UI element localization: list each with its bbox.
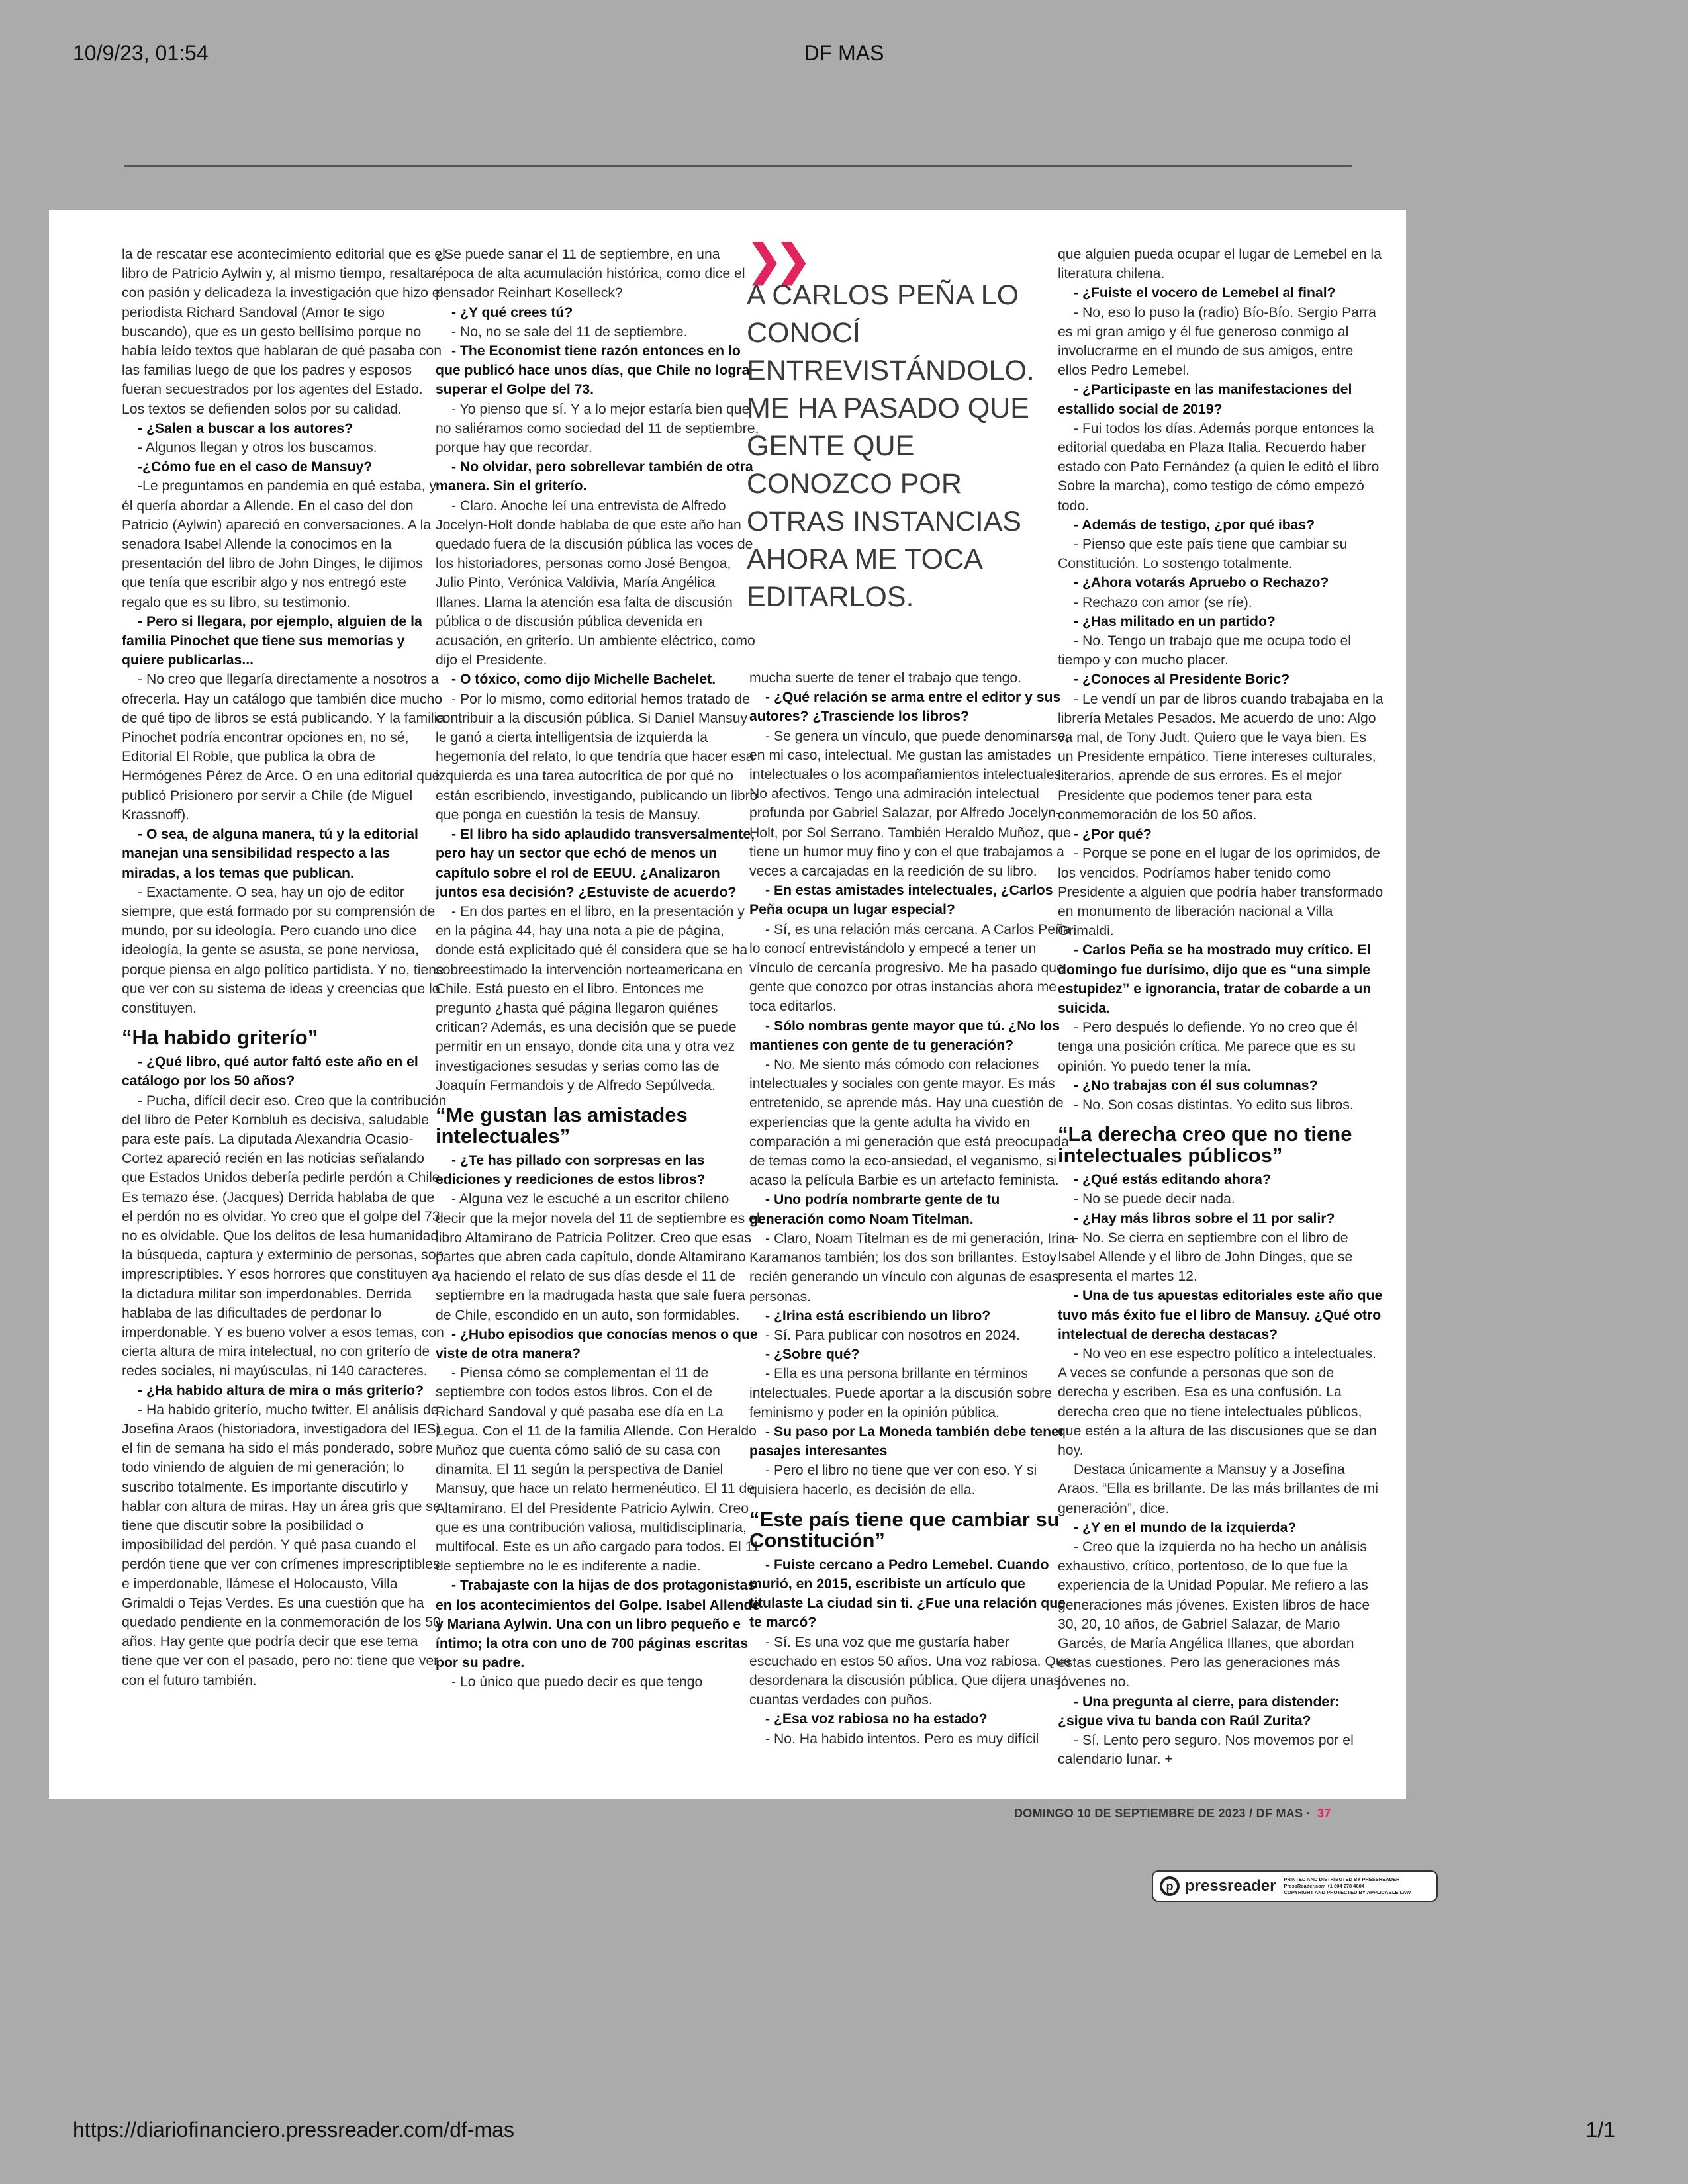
page-count: 1/1 (1585, 2118, 1615, 2142)
interview-question: - ¿Hubo episodios que conocías menos o que viste de otra manera? (436, 1326, 758, 1361)
interview-question: - Una de tus apuestas editoriales este año que tuvo más éxito fue el libro de Mansuy. ¿Qué otro intelectual de derecha destacas? (1058, 1288, 1383, 1342)
page-url[interactable]: https://diariofinanciero.pressreader.com/df-mas (73, 2118, 514, 2142)
paragraph: - No. Son cosas distintas. Yo edito sus libros. (1074, 1097, 1354, 1113)
paragraph: ¿Se puede sanar el 11 de septiembre, en una época de alta acumulación histórica, como dice el pensador Reinhart Koselleck? (436, 247, 745, 301)
interview-question: - Sólo nombras gente mayor que tú. ¿No los mantienes con gente de tu generación? (749, 1018, 1060, 1053)
interview-question: - ¿Y qué crees tú? (451, 304, 573, 320)
paragraph: - Por lo mismo, como editorial hemos tratado de contribuir a la discusión pública. Si Daniel Mansuy le ganó a cierta intelligentsia de izquierda la hegemonía del relato, lo que tendría que hacer esa izquierda es una tarea autocrítica de por qué no están escribiendo, investigando, publicando un libro que ponga en cuestión la tesis de Mansuy. (436, 691, 758, 823)
paragraph: que alguien pueda ocupar el lugar de Lemebel en la literatura chilena. (1058, 247, 1382, 282)
pressreader-logo-text: pressreader (1185, 1877, 1276, 1895)
paragraph: - Se genera un vínculo, que puede denominarse, en mi caso, intelectual. Me gustan las amistades intelectuales o los acompañamientos intelectuales. No afectivos. Tengo una admiración intelectual profunda por Gabriel Salazar, por Alfredo Jocelyn-Holt, por Sol Serrano. También Heraldo Muñoz, que tiene un humor muy fino y con el que trabajamos a veces a carcajadas en la reedición de su libro. (749, 728, 1072, 880)
paragraph: - No veo en ese espectro político a intelectuales. A veces se confunde a personas que son de derecha y escriben. Esa es una confusión. La derecha creo que no tiene intelectuales públicos, que estén a la altura de las discusiones que se dan hoy. (1058, 1345, 1377, 1458)
interview-question: - Su paso por La Moneda también debe tener pasajes interesantes (749, 1424, 1065, 1459)
paragraph: - Yo pienso que sí. Y a lo mejor estaría bien que no saliéramos como sociedad del 11 de septiembre, porque hay que recordar. (436, 401, 759, 456)
paragraph: Destaca únicamente a Mansuy y a Josefina Araos. “Ella es brillante. De las más brillantes de mi generación”, dice. (1058, 1462, 1378, 1516)
page-folio (1014, 1807, 1331, 1821)
paragraph: - No. Se cierra en septiembre con el libro de Isabel Allende y el libro de John Dinges, que se presenta el martes 12. (1058, 1230, 1353, 1285)
interview-question: - Trabajaste con la hijas de dos protagonistas en los acontecimientos del Golpe. Isabel Allende y Mariana Aylwin. Una con un libro pequeño e íntimo; la otra con uno de 700 páginas escritas por su padre. (436, 1578, 761, 1671)
paragraph: - Alguna vez le escuché a un escritor chileno decir que la mejor novela del 11 de septiembre es el libro Altamirano de Patricia Politzer. Creo que esas partes que abren cada capítulo, donde Altamirano va haciendo el relato de sus días desde el 11 de septiembre en la madrugada hasta que sale fuera de Chile, escondido en un auto, son formidables. (436, 1191, 760, 1323)
interview-question: - No olvidar, pero sobrellevar también de otra manera. Sin el griterío. (436, 459, 753, 494)
pressreader-badge[interactable] (1152, 1870, 1438, 1902)
paragraph: - Porque se pone en el lugar de los oprimidos, de los vencidos. Podríamos haber tenido como Presidente a alguien que podría haber transformado en monumento de liberación nacional a Villa Grimaldi. (1058, 846, 1383, 939)
browser-date: 10/9/23, 01:54 (73, 41, 209, 65)
interview-question: - ¿Esa voz rabiosa no ha estado? (765, 1711, 988, 1727)
section-heading: “La derecha creo que no tiene intelectuales públicos” (1058, 1122, 1352, 1167)
paragraph: - Sí. Para publicar con nosotros en 2024. (765, 1327, 1021, 1343)
paragraph: - Sí. Es una voz que me gustaría haber escuchado en estos 50 años. Una voz rabiosa. Que desordenara la discusión pública. Que dijera unas cuantas verdades con puños. (749, 1634, 1072, 1708)
interview-question: - ¿Irina está escribiendo un libro? (765, 1308, 991, 1324)
paragraph: - No. Me siento más cómodo con relaciones intelectuales y sociales con gente mayor. Es más entretenido, se aprende más. Hay una cuestión de experiencias que la gente adulta ha vivido en comparación a mi generación que está preocupada de temas como la eco-ansiedad, el veganismo, si acaso la película Barbie es un artefacto feminista. (749, 1057, 1069, 1189)
interview-question: - ¿Conoces al Presidente Boric? (1074, 672, 1290, 688)
interview-question: - O sea, de alguna manera, tú y la editorial manejan una sensibilidad respecto a las miradas, a los temas que publican. (122, 827, 418, 881)
pressreader-line-2: PressReader.com +1 604 278 4604 (1284, 1883, 1364, 1889)
paragraph: -Le preguntamos en pandemia en qué estaba, y él quería abordar a Allende. En el caso del don Patricio (Aylwin) apareció en conversaciones. A la senadora Isabel Allende la conocimos en la presentación del libro de John Dinges, le dijimos que tenía que escribir algo y nos entregó este regalo que es su libro, su testimonio. (122, 478, 437, 610)
paragraph: - No, eso lo puso la (radio) Bío-Bío. Sergio Parra es mi gran amigo y él fue generoso conmigo al involucrarme en el mundo de sus amigos, entre ellos Pedro Lemebel. (1058, 304, 1376, 379)
paragraph: la de rescatar ese acontecimiento editorial que es el libro de Patricio Aylwin y, al mismo tiempo, resaltar con pasión y delicadeza la investigación que hizo el periodista Richard Sandoval (Amor te sigo buscando), que es un gesto bellísimo porque no había leído textos que hablaran de qué pasaba con las familias luego de que los padres y esposos fueran secuestrados por los agentes del Estado. Los textos se defienden solos por su calidad. (122, 247, 445, 417)
paragraph: - Claro, Noam Titelman es de mi generación, Irina Karamanos también; los dos son brillantes. Estoy recién generando un vínculo con algunas de esas personas. (749, 1230, 1075, 1304)
interview-question: - Además de testigo, ¿por qué ibas? (1074, 517, 1315, 533)
interview-question: - O tóxico, como dijo Michelle Bachelet. (451, 672, 716, 688)
pressreader-logo-icon: p (1160, 1876, 1180, 1896)
paragraph: - Pero después lo defiende. Yo no creo que él tenga una posición crítica. Me parece que es su opinión. Yo puedo tener la mía. (1058, 1020, 1358, 1074)
interview-question: - ¿Ha habido altura de mira o más griterío? (138, 1383, 424, 1398)
column-2 (436, 245, 761, 1692)
pressreader-line-1: PRINTED AND DISTRIBUTED BY PRESSREADER (1284, 1876, 1400, 1882)
interview-question: - ¿Qué estás editando ahora? (1074, 1172, 1271, 1188)
interview-question: - Carlos Peña se ha mostrado muy crítico. El domingo fue durísimo, dijo que es “una simple estupidez” e ignorancia, tratar de cobarde a un suicida. (1058, 942, 1372, 1016)
interview-question: - ¿Te has pillado con sorpresas en las ediciones y reediciones de estos libros? (436, 1152, 706, 1188)
paragraph: - No, no se sale del 11 de septiembre. (451, 324, 688, 340)
paragraph: - Piensa cómo se complementan el 11 de septiembre con todos estos libros. Con el de Richard Sandoval y qué pasaba ese día en La Legua. Con el 11 de la familia Allende. Con Heraldo Muñoz que cuenta cómo salió de su casa con dinamita. El 11 según la perspectiva de Daniel Mansuy, que hace un relato hermenéutico. El 11 de Altamirano. El del Presidente Patricio Aylwin. Creo que es una contribución valiosa, multidisciplinaria, multifocal. Este es un año cargado para todos. El 11 de septiembre no le es indiferente a nadie. (436, 1365, 760, 1574)
paragraph: - No. Ha habido intentos. Pero es muy difícil (765, 1731, 1039, 1747)
paragraph: - No se puede decir nada. (1074, 1191, 1235, 1207)
paragraph: - Sí. Lento pero seguro. Nos movemos por el calendario lunar. + (1058, 1733, 1354, 1768)
paragraph: - No creo que llegaría directamente a nosotros a ofrecerla. Hay un catálogo que también dice mucho de qué tipo de libros se está publicando. Y la familia Pinochet podría encontrar opciones en, no sé, Editorial El Roble, que publica la obra de Hermógenes Pérez de Arce. O en una editorial que publicó Prisionero por servir a Chile (de Miguel Krassnoff). (122, 672, 445, 823)
column-4 (1058, 245, 1383, 1769)
interview-question: - ¿Qué libro, qué autor faltó este año en el catálogo por los 50 años? (122, 1054, 418, 1089)
interview-question: - ¿Y en el mundo de la izquierda? (1074, 1520, 1297, 1535)
paragraph: - Fui todos los días. Además porque entonces la editorial quedaba en Plaza Italia. Recuerdo haber estado con Pato Fernández (a quien le editó el libro Sobre la marcha), como testigo de cómo empezó todo. (1058, 420, 1380, 514)
interview-question: - Una pregunta al cierre, para distender: ¿sigue viva tu banda con Raúl Zurita? (1058, 1694, 1340, 1729)
pressreader-copyright (1284, 1876, 1411, 1896)
paragraph: - Lo único que puedo decir es que tengo (451, 1674, 703, 1690)
header-rule (124, 165, 1352, 167)
interview-question: - ¿Has militado en un partido? (1074, 614, 1276, 629)
interview-question: - ¿Hay más libros sobre el 11 por salir? (1074, 1210, 1335, 1226)
interview-question: - El libro ha sido aplaudido transversalmente, pero hay un sector que echó de menos un capítulo sobre el rol de EEUU. ¿Analizaron juntos esa decisión? ¿Estuviste de acuerdo? (436, 827, 755, 900)
interview-question: - ¿Qué relación se arma entre el editor y sus autores? ¿Trasciende los libros? (749, 690, 1061, 725)
paragraph: - Creo que la izquierda no ha hecho un análisis exhaustivo, crítico, portentoso, de lo que fue la experiencia de la Unidad Popular. Me refiero a las generaciones más jóvenes. Existen libros de hace 30, 20, 10 años, de Gabriel Salazar, de Mario Garcés, de María Angélica Illanes, que abordan estas cuestiones. Pero las generaciones más jóvenes no. (1058, 1539, 1370, 1690)
section-heading: “Ha habido griterío” (122, 1026, 318, 1050)
interview-question: - ¿Por qué? (1074, 827, 1152, 842)
interview-question: - ¿No trabajas con él sus columnas? (1074, 1077, 1318, 1093)
pressreader-line-3: COPYRIGHT AND PROTECTED BY APPLICABLE LAW (1284, 1889, 1411, 1895)
newspaper-page (49, 210, 1406, 1799)
interview-question: - The Economist tiene razón entonces en lo que publicó hace unos días, que Chile no logra superar el Golpe del 73. (436, 343, 750, 398)
paragraph: - Claro. Anoche leí una entrevista de Alfredo Jocelyn-Holt donde hablaba de que este año han quedado fuera de la discusión pública las voces de los historiadores, personas como José Bengoa, Julio Pinto, Verónica Valdivia, María Angélica Illanes. Llama la atención esa falta de discusión pública o de discusión pública devenida en acusación, en griterío. Un ambiente eléctrico, como dijo el Presidente. (436, 498, 755, 668)
interview-question: - Fuiste cercano a Pedro Lemebel. Cuando murió, en 2015, escribiste un artículo que titulaste La ciudad sin ti. ¿Fue una relación que te marcó? (749, 1557, 1066, 1631)
section-heading: “Me gustan las amistades intelectuales” (436, 1103, 688, 1148)
paragraph: - En dos partes en el libro, en la presentación y en la página 44, hay una nota a pie de página, donde está explicitado qué él considera que se ha sobreestimado la intervención norteamericana en Chile. Está puesto en el libro. Entonces me pregunto ¿hasta qué página llegaron quiénes critican? Además, es una decisión que se puede permitir en un ensayo, donde cita una y otra vez investigaciones sesudas y serias como las de Joaquín Fermandois y de Alfredo Sepúlveda. (436, 903, 748, 1093)
pressreader-logo (1160, 1876, 1276, 1896)
browser-title: DF MAS (804, 41, 884, 65)
interview-question: - ¿Salen a buscar a los autores? (138, 420, 353, 436)
paragraph: - Algunos llegan y otros los buscamos. (138, 440, 377, 456)
interview-question: - Pero si llegara, por ejemplo, alguien de la familia Pinochet que tiene sus memorias y quiere publicarlas... (122, 614, 422, 668)
double-chevron-icon: ❯❯ (747, 236, 805, 284)
page-number: 37 (1317, 1807, 1331, 1820)
interview-question: - ¿Sobre qué? (765, 1347, 860, 1363)
section-heading: “Este país tiene que cambiar su Constitución” (749, 1507, 1060, 1552)
paragraph: - Ha habido griterío, mucho twitter. El análisis de Josefina Araos (historiadora, investigadora del IES) el fin de semana ha sido el más ponderado, sobre todo viniendo de alguien de mi generación; lo suscribo totalmente. Es importante discutirlo y hablar con altura de miras. Hay un área gris que se tiene que discutir sobre la posibilidad o imposibilidad del perdón. Y qué pasa cuando el perdón tiene que ver con crímenes imprescriptibles e imperdonable, llámese el Holocausto, Villa Grimaldi o Tejas Verdes. Es una cuestión que ha quedado pendiente en la conmemoración de los 50 años. Hay gente que podría decir que ese tema tiene que ver con el pasado, pero no: tiene que ver con el futuro también. (122, 1402, 441, 1688)
paragraph: - Pucha, difícil decir eso. Creo que la contribución del libro de Peter Kornbluh es decisiva, saludable para este país. La diputada Alexandria Ocasio-Cortez apareció recién en las noticias señalando que Estados Unidos debería pedirle perdón a Chile. Es temazo ése. (Jacques) Derrida hablaba de que el perdón no es olvidar. Yo creo que el golpe del 73 no es olvidable. Que los delitos de lesa humanidad, la búsqueda, captura y exterminio de personas, son imprescriptibles. Y esos horrores que constituyen a la dictadura militar son imperdonables. Derrida hablaba de las dificultades de perdonar lo imperdonable. Y es bueno volver a esos temas, con cierta altura de mira intelectual, no con griterío de redes sociales, ni mayúsculas, ni 140 caracteres. (122, 1093, 447, 1379)
paragraph: - No. Tengo un trabajo que me ocupa todo el tiempo y con mucho placer. (1058, 633, 1351, 668)
paragraph: - Sí, es una relación más cercana. A Carlos Peña lo conocí entrevistándolo y empecé a tener un vínculo de cercanía progresivo. Me ha pasado que gente que conozco por otras instancias ahora me toca editarlos. (749, 921, 1071, 1015)
interview-question: - ¿Fuiste el vocero de Lemebel al final? (1074, 285, 1336, 301)
paragraph: - Ella es una persona brillante en términos intelectuales. Puede aportar a la discusión sobre feminismo y poder en la opinión pública. (749, 1366, 1052, 1420)
column-1 (122, 245, 447, 1690)
interview-question: - En estas amistades intelectuales, ¿Carlos Peña ocupa un lugar especial? (749, 883, 1053, 918)
paragraph: - Rechazo con amor (se ríe). (1074, 594, 1252, 610)
pull-quote: A CARLOS PEÑA LO CONOCÍ ENTREVISTÁNDOLO. ME HA PASADO QUE GENTE QUE CONOZCO POR OTRAS INSTANCIAS AHORA ME TOCA EDITARLOS. (747, 279, 1035, 613)
column-3 (749, 668, 1075, 1749)
interview-question: - ¿Participaste en las manifestaciones del estallido social de 2019? (1058, 382, 1352, 417)
paragraph: - Pienso que este país tiene que cambiar su Constitución. Lo sostengo totalmente. (1058, 537, 1348, 572)
paragraph: - Pero el libro no tiene que ver con eso. Y si quisiera hacerlo, es decisión de ella. (749, 1463, 1037, 1498)
interview-question: - ¿Ahora votarás Apruebo o Rechazo? (1074, 575, 1329, 591)
interview-question: -¿Cómo fue en el caso de Mansuy? (138, 459, 373, 475)
interview-question: - Uno podría nombrarte gente de tu generación como Noam Titelman. (749, 1192, 1000, 1227)
folio-text: DOMINGO 10 DE SEPTIEMBRE DE 2023 / DF MAS · (1014, 1807, 1311, 1820)
paragraph: mucha suerte de tener el trabajo que tengo. (749, 670, 1022, 686)
paragraph: - Exactamente. O sea, hay un ojo de editor siempre, que está formado por su comprensión de mundo, por su ideología. Pero cuando uno dice ideología, la gente se asusta, se pone nerviosa, porque piensa en algo político partidista. Y no, tiene que ver con su sistema de ideas y creencias que lo constituyen. (122, 884, 444, 1016)
paragraph: - Le vendí un par de libros cuando trabajaba en la librería Metales Pesados. Me acuerdo de uno: Algo va mal, de Tony Judt. Quiero que le vaya bien. Es un Presidente empático. Tiene intereses culturales, literarios, aprende de sus errores. Es el mejor Presidente que podemos tener para esta conmemoración de los 50 años. (1058, 691, 1383, 823)
